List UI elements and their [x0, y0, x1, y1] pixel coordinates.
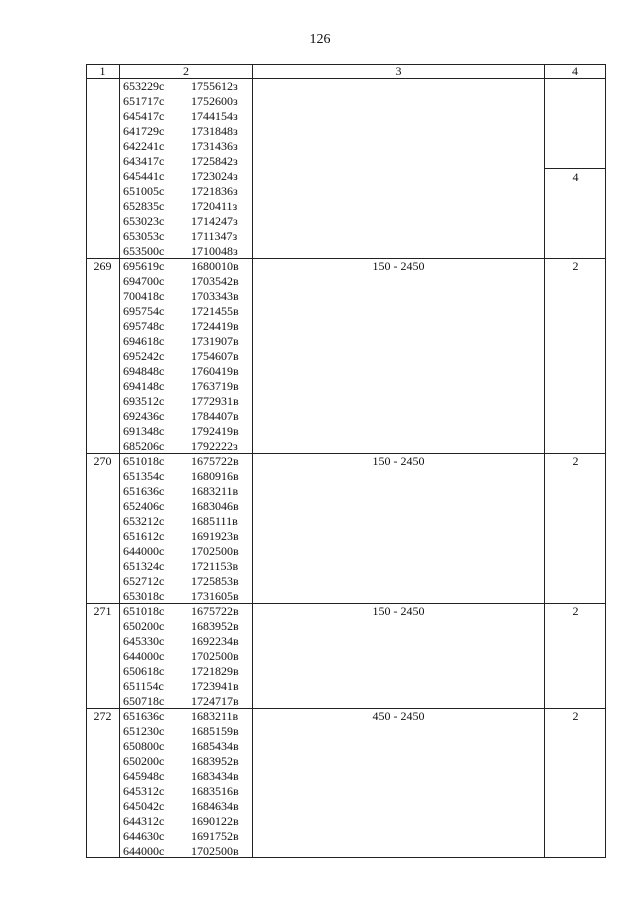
- coord-lat: 651717с: [123, 94, 165, 108]
- coord-lat: 652712с: [123, 574, 165, 588]
- coord-lon: 1683434в: [191, 769, 239, 783]
- coord-lat: 645330с: [123, 634, 165, 648]
- coord-lat: 695242с: [123, 349, 165, 363]
- coord-lon: 1703542в: [191, 274, 239, 288]
- coord-lat: 695619с: [123, 259, 165, 273]
- coord-lon: 1711347з: [191, 229, 238, 243]
- coord-lon: 1725853в: [191, 574, 239, 588]
- col4-value: 2: [572, 454, 579, 468]
- coord-lat: 650718с: [123, 694, 165, 708]
- coord-lat: 651612с: [123, 529, 165, 543]
- data-table: [86, 64, 606, 858]
- coord-lon: 1683952в: [191, 754, 239, 768]
- frequency-range: 150 - 2450: [372, 454, 425, 468]
- coord-lat: 650800с: [123, 739, 165, 753]
- coord-lon: 1721836з: [191, 184, 238, 198]
- coord-lon: 1714247з: [191, 214, 238, 228]
- coord-lat: 651018с: [123, 454, 165, 468]
- row-number: 272: [93, 709, 112, 723]
- coord-lat: 695754с: [123, 304, 165, 318]
- coord-lon: 1725842з: [191, 154, 238, 168]
- coord-lon: 1731436з: [191, 139, 238, 153]
- row-number: 271: [93, 604, 112, 618]
- coord-lat: 645441с: [123, 169, 165, 183]
- coord-lon: 1683211в: [191, 709, 239, 723]
- coord-lon: 1683952в: [191, 619, 239, 633]
- coord-lat: 651005с: [123, 184, 165, 198]
- column-divider-1: [119, 64, 120, 858]
- coord-lon: 1702500в: [191, 544, 239, 558]
- coord-lon: 1744154з: [191, 109, 238, 123]
- coord-lon: 1731848з: [191, 124, 238, 138]
- coord-lat: 650200с: [123, 619, 165, 633]
- coord-lat: 691348с: [123, 424, 165, 438]
- coord-lat: 645417с: [123, 109, 165, 123]
- coord-lat: 653212с: [123, 514, 165, 528]
- coord-lon: 1684634в: [191, 799, 239, 813]
- coord-lat: 653229с: [123, 79, 165, 93]
- coord-lat: 653023с: [123, 214, 165, 228]
- coord-lat: 650200с: [123, 754, 165, 768]
- continuation-col4-value: 4: [572, 170, 579, 184]
- coord-lon: 1792419в: [191, 424, 239, 438]
- coord-lon: 1691752в: [191, 829, 239, 843]
- coord-lon: 1692234в: [191, 634, 239, 648]
- coord-lon: 1760419в: [191, 364, 239, 378]
- coord-lon: 1721829в: [191, 664, 239, 678]
- coord-lat: 650618с: [123, 664, 165, 678]
- coord-lon: 1685111в: [191, 514, 238, 528]
- coord-lat: 694700с: [123, 274, 165, 288]
- coord-lon: 1755612з: [191, 79, 238, 93]
- coord-lat: 645948с: [123, 769, 165, 783]
- coord-lat: 694618с: [123, 334, 165, 348]
- coord-lon: 1703343в: [191, 289, 239, 303]
- header-col-3: 3: [395, 64, 402, 78]
- coord-lat: 692436с: [123, 409, 165, 423]
- coord-lon: 1724419в: [191, 319, 239, 333]
- coord-lon: 1772931в: [191, 394, 239, 408]
- coord-lon: 1680010в: [191, 259, 239, 273]
- header-col-2: 2: [183, 64, 189, 78]
- coord-lon: 1702500в: [191, 844, 239, 858]
- coord-lat: 651324с: [123, 559, 165, 573]
- coord-lat: 644000с: [123, 544, 165, 558]
- coord-lon: 1724717в: [191, 694, 239, 708]
- coord-lon: 1675722в: [191, 604, 239, 618]
- coord-lon: 1731907в: [191, 334, 239, 348]
- coord-lon: 1685159в: [191, 724, 239, 738]
- header-col-1: 1: [99, 64, 106, 78]
- coord-lat: 652406с: [123, 499, 165, 513]
- coord-lat: 644312с: [123, 814, 165, 828]
- coord-lon: 1683046в: [191, 499, 239, 513]
- coord-lon: 1763719в: [191, 379, 239, 393]
- coord-lat: 643417с: [123, 154, 165, 168]
- coord-lat: 694148с: [123, 379, 165, 393]
- coord-lat: 645042с: [123, 799, 165, 813]
- coord-lat: 653500с: [123, 244, 165, 258]
- coord-lon: 1731605в: [191, 589, 239, 603]
- coord-lon: 1683516в: [191, 784, 239, 798]
- coord-lon: 1691923в: [191, 529, 239, 543]
- coord-lon: 1752600з: [191, 94, 238, 108]
- coord-lon: 1754607в: [191, 349, 239, 363]
- coord-lon: 1720411з: [191, 199, 238, 213]
- coord-lat: 693512с: [123, 394, 165, 408]
- row-number: 270: [93, 454, 112, 468]
- coord-lat: 651230с: [123, 724, 165, 738]
- coord-lat: 651636с: [123, 484, 165, 498]
- row-number: 269: [93, 259, 112, 273]
- coord-lat: 653018с: [123, 589, 165, 603]
- column4-divider: [544, 168, 606, 169]
- col4-value: 2: [572, 709, 579, 723]
- coord-lat: 651018с: [123, 604, 165, 618]
- frequency-range: 150 - 2450: [372, 604, 425, 618]
- coord-lon: 1683211в: [191, 484, 239, 498]
- coord-lat: 700418с: [123, 289, 165, 303]
- col4-value: 2: [572, 604, 579, 618]
- coord-lon: 1680916в: [191, 469, 239, 483]
- page-number: 126: [309, 32, 331, 47]
- coord-lon: 1792222з: [191, 439, 238, 453]
- coord-lat: 641729с: [123, 124, 165, 138]
- coord-lon: 1690122в: [191, 814, 239, 828]
- coord-lat: 645312с: [123, 784, 165, 798]
- coord-lat: 695748с: [123, 319, 165, 333]
- coord-lat: 685206с: [123, 439, 165, 453]
- coord-lat: 644000с: [123, 844, 165, 858]
- coord-lat: 644630с: [123, 829, 165, 843]
- header-col-4: 4: [572, 64, 578, 78]
- coord-lon: 1721153в: [191, 559, 239, 573]
- coord-lon: 1784407в: [191, 409, 239, 423]
- coord-lon: 1721455в: [191, 304, 239, 318]
- coord-lon: 1723941в: [191, 679, 239, 693]
- col4-value: 2: [572, 259, 579, 273]
- coord-lon: 1702500в: [191, 649, 239, 663]
- frequency-range: 150 - 2450: [372, 259, 425, 273]
- coord-lat: 651354с: [123, 469, 165, 483]
- coord-lat: 653053с: [123, 229, 165, 243]
- coord-lon: 1710048з: [191, 244, 238, 258]
- frequency-range: 450 - 2450: [372, 709, 425, 723]
- coord-lat: 642241с: [123, 139, 165, 153]
- coord-lat: 651154с: [123, 679, 164, 693]
- coord-lon: 1675722в: [191, 454, 239, 468]
- coord-lon: 1685434в: [191, 739, 239, 753]
- coord-lat: 652835с: [123, 199, 165, 213]
- coord-lat: 644000с: [123, 649, 165, 663]
- coord-lat: 651636с: [123, 709, 165, 723]
- coord-lat: 694848с: [123, 364, 165, 378]
- coord-lon: 1723024з: [191, 169, 238, 183]
